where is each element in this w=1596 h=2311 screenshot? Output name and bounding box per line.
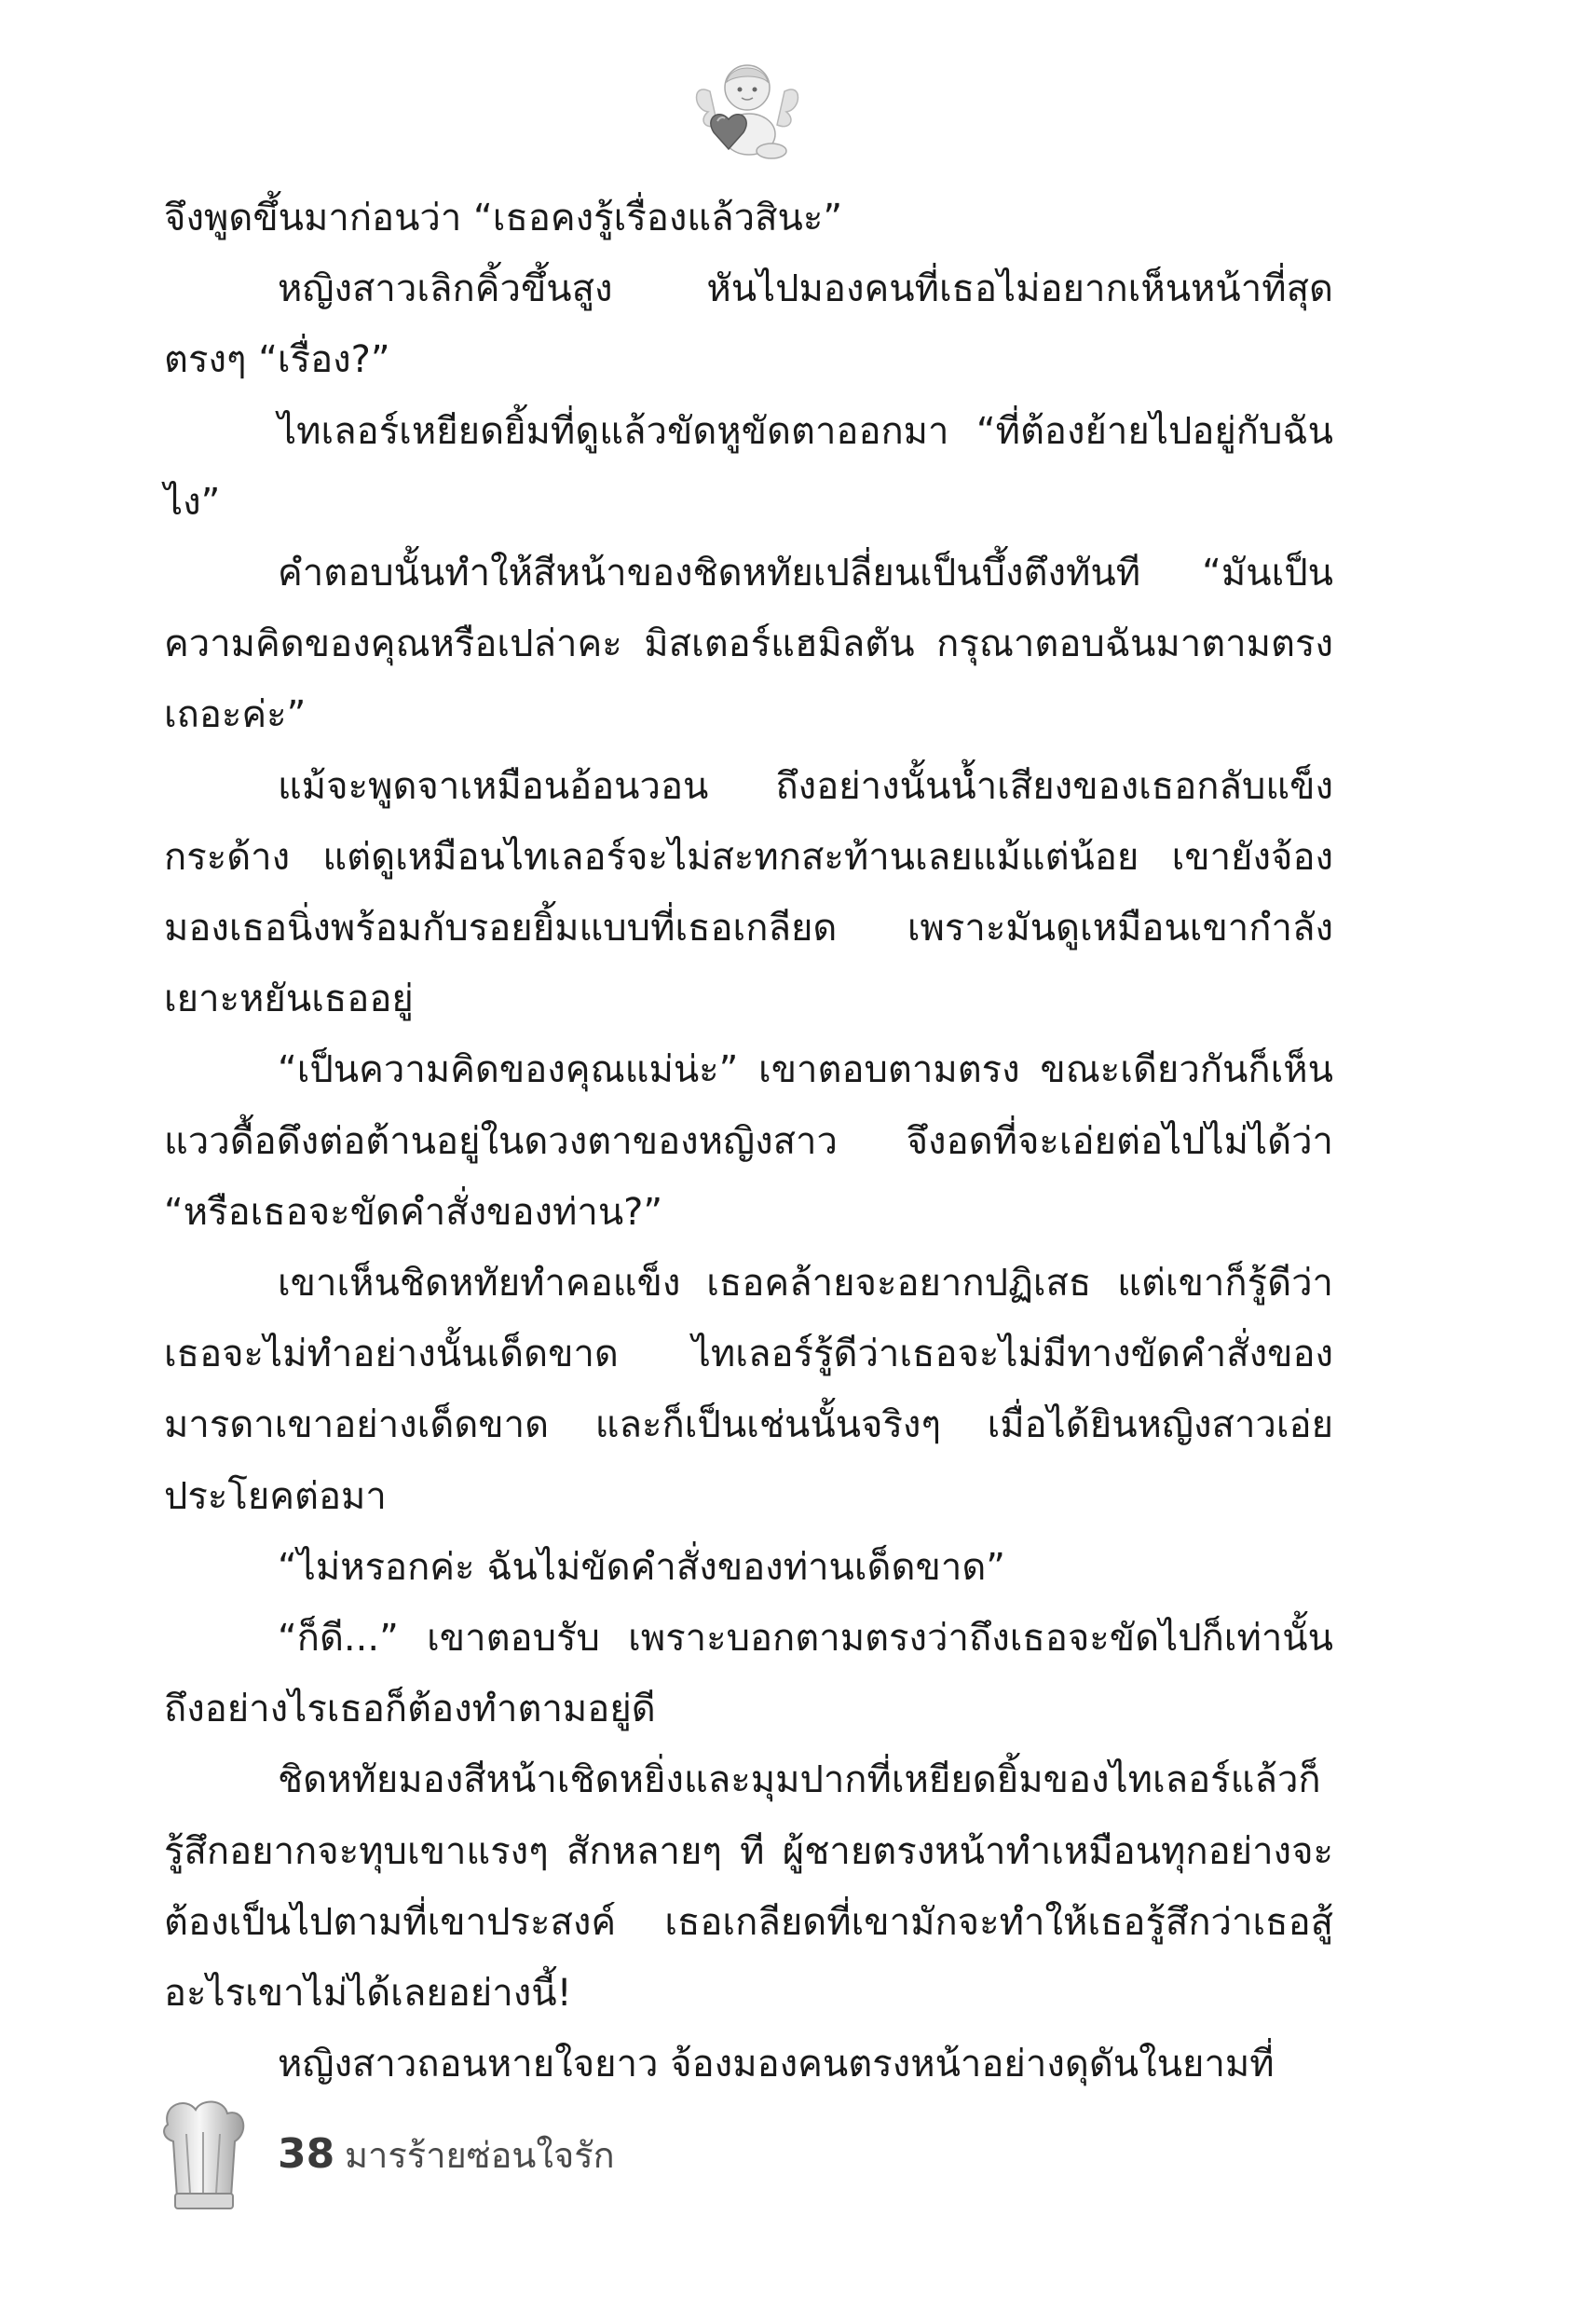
paragraph: “ก็ดี...” เขาตอบรับ เพราะบอกตามตรงว่าถึงเธอจะขัดไปก็เท่านั้นถึงอย่างไรเธอก็ต้องทำตามอยู่ดี [164,1617,1333,1731]
paragraph: หญิงสาวถอนหายใจยาว จ้องมองคนตรงหน้าอย่างดุดันในยามที่ [278,2043,1275,2086]
paragraph: ชิดหทัยมองสีหน้าเชิดหยิ่งและมุมปากที่เหยียดยิ้มของไทเลอร์แล้วก็รู้สึกอยากจะทุบเขาแรงๆ สักหลายๆ ที ผู้ชายตรงหน้าทำเหมือนทุกอย่างจะต้องเป็นไปตามที่เขาประสงค์ เธอเกลียดที่เขามักจะทำให้เธอรู้สึกว่าเธอสู้อะไรเขาไม่ได้เลยอย่างนี้! [164,1758,1333,2016]
paragraph: เขาเห็นชิดหทัยทำคอแข็ง เธอคล้ายจะอยากปฏิเสธ แต่เขาก็รู้ดีว่าเธอจะไม่ทำอย่างนั้นเด็ดขาด ไทเลอร์รู้ดีว่าเธอจะไม่มีทางขัดคำสั่งของมารดาเขาอย่างเด็ดขาด และก็เป็นเช่นนั้นจริงๆ เมื่อได้ยินหญิงสาวเอ่ยประโยคต่อมา [164,1262,1333,1518]
paragraph: แม้จะพูดจาเหมือนอ้อนวอน ถึงอย่างนั้นน้ำเสียงของเธอกลับแข็งกระด้าง แต่ดูเหมือนไทเลอร์จะไม่สะทกสะท้านเลยแม้แต่น้อย เขายังจ้องมองเธอนิ่งพร้อมกับรอยยิ้มแบบที่เธอเกลียด เพราะมันดูเหมือนเขากำลังเยาะหยันเธออยู่ [164,764,1333,1021]
paragraph: ไทเลอร์เหยียดยิ้มที่ดูแล้วขัดหูขัดตาออกมา “ที่ต้องย้ายไปอยู่กับฉันไง” [164,409,1333,524]
page-footer [158,2097,904,2218]
book-title: มารร้ายซ่อนใจรัก [345,2135,615,2176]
story-text [164,183,1333,2099]
paragraph: หญิงสาวเลิกคิ้วขึ้นสูง หันไปมองคนที่เธอไม่อยากเห็นหน้าที่สุดตรงๆ “เรื่อง?” [164,267,1333,382]
page-number: 38 [278,2130,335,2178]
paragraph: จึงพูดขึ้นมาก่อนว่า “เธอคงรู้เรื่องแล้วสินะ” [164,197,843,239]
paragraph: คำตอบนั้นทำให้สีหน้าของชิดหทัยเปลี่ยนเป็นบึ้งตึงทันที “มันเป็นความคิดของคุณหรือเปล่าคะ มิสเตอร์แฮมิลตัน กรุณาตอบฉันมาตามตรงเถอะค่ะ” [164,552,1333,737]
chef-hat-icon [158,2097,248,2216]
paragraph: “ไม่หรอกค่ะ ฉันไม่ขัดคำสั่งของท่านเด็ดขาด” [278,1545,1006,1589]
cherub-holding-heart-icon [691,54,803,164]
paragraph: “เป็นความคิดของคุณแม่น่ะ” เขาตอบตามตรง ขณะเดียวกันก็เห็นแววดื้อดึงต่อต้านอยู่ในดวงตาของหญิงสาว จึงอดที่จะเอ่ยต่อไปไม่ได้ว่า “หรือเธอจะขัดคำสั่งของท่าน?” [164,1048,1333,1234]
